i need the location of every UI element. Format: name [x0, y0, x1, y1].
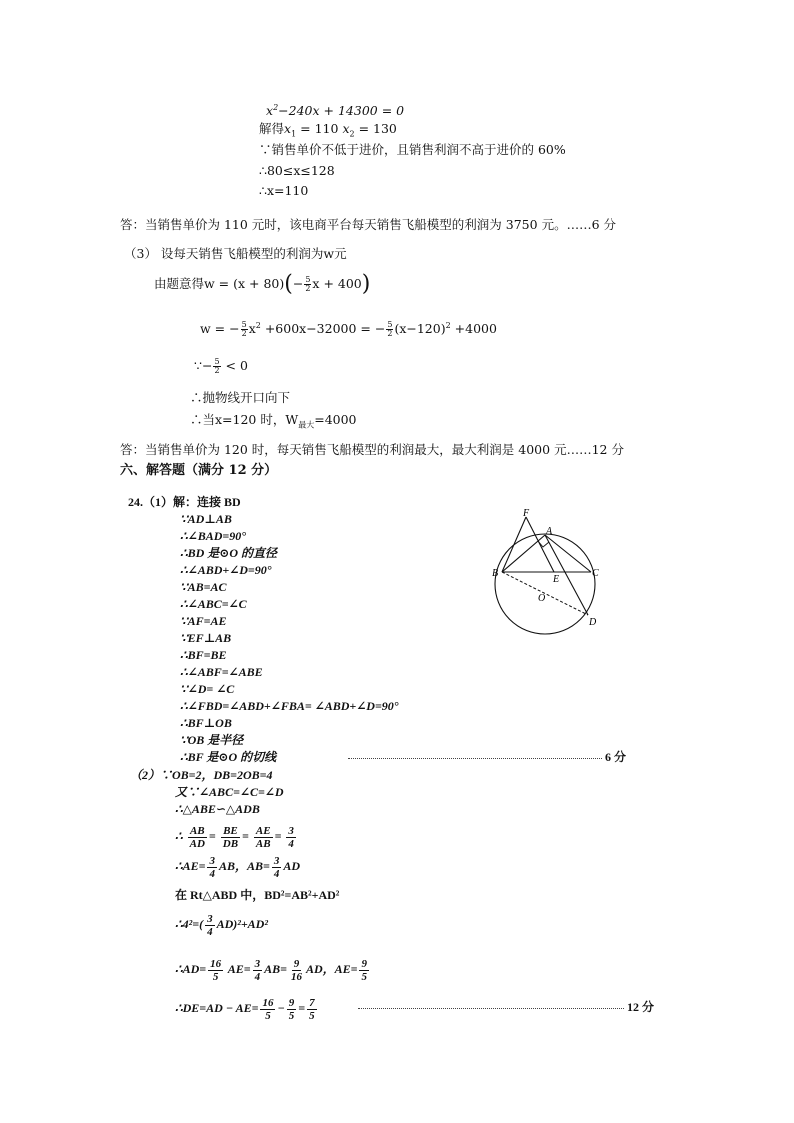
- q24-line-8: ∵AF=AE: [180, 614, 227, 628]
- part3-heading: （3） 设每天销售飞船模型的利润为w元: [124, 246, 347, 261]
- solution-line: 解得$x_1 = 110$ $x_2 = 130$: [259, 121, 397, 139]
- q24-line-4: ∴BD 是⊙O 的直径: [180, 546, 278, 560]
- answer-line-2: 答：当销售单价为 120 时，每天销售飞船模型的利润最大，最大利润是 4000 元……12 分: [120, 442, 624, 457]
- q24-line-9: ∵EF⊥AB: [180, 631, 232, 645]
- because-line: ∵销售单价不低于进价，且销售利润不高于进价的 60%: [259, 142, 566, 157]
- parabola-line: ∴抛物线开口向下: [190, 390, 291, 405]
- answer-line-1: 答：当销售单价为 110 元时，该电商平台每天销售飞船模型的利润为 3750 元。……6 分: [120, 217, 616, 232]
- q24-line-10: ∴BF=BE: [180, 648, 227, 662]
- equation-line: $x^2-240x + 14300 = 0$: [266, 103, 405, 119]
- w-definition: 由题意得w = (x + 80)(− $\frac{5}{2}$ x + 400): [154, 271, 371, 297]
- label-b: B: [492, 568, 499, 579]
- q24-line-13: ∴∠FBD=∠ABD+∠FBA= ∠ABD+∠D=90°: [180, 699, 399, 713]
- negative-coefficient: ∵− $\frac{5}{2}$ < 0: [194, 357, 248, 375]
- section-six-title: 六、解答题（满分 12 分）: [120, 463, 278, 478]
- q24-p2-ratio-line: ∴ $\frac{AB}{AD}$ = $\frac{BE}{DB}$ = $\frac{AE}{AB}$ = $\frac{3}{4}$: [175, 824, 294, 850]
- q24-p2-substitution: ∴4²=( $\frac{3}{4}$ AD)²+AD²: [175, 912, 268, 938]
- range-line: ∴80≤x≤128: [259, 163, 335, 178]
- q24-line-15: ∵OB 是半径: [180, 733, 244, 747]
- q24-line-16: ∴BF 是⊙O 的切线: [180, 750, 277, 764]
- q24-line-14: ∴BF⊥OB: [180, 716, 232, 730]
- label-c: C: [592, 568, 599, 579]
- q24-line-5: ∴∠ABD+∠D=90°: [180, 563, 272, 577]
- label-d: D: [589, 617, 597, 628]
- q24-p2-pythagoras: 在 Rt△ABD 中，BD²=AB²+AD²: [175, 888, 340, 902]
- q24-p2-ad-line: ∴AD= $\frac{16}{5}$ AE= $\frac{3}{4}$ AB= $\frac{9}{16}$ AD，AE= $\frac{9}{5}$: [175, 957, 367, 983]
- segment-ad: [545, 535, 588, 615]
- segment-bf: [502, 517, 526, 572]
- max-line: ∴当x=120 时，$W_{最大}=4000$: [190, 412, 357, 430]
- label-f: F: [523, 508, 530, 519]
- q24-p2-ae-line: ∴AE= $\frac{3}{4}$ AB，AB= $\frac{3}{4}$ AD: [175, 854, 301, 880]
- q24-line-2: ∵AD⊥AB: [180, 512, 232, 526]
- q24-line-3: ∴∠BAD=90°: [180, 529, 246, 543]
- q24-line-11: ∴∠ABF=∠ABE: [180, 665, 263, 679]
- label-a: A: [546, 526, 553, 537]
- q24-line-1: 24.（1）解：连接 BD: [128, 495, 241, 509]
- q24-line-12: ∵∠D= ∠C: [180, 682, 235, 696]
- q24-p2-de-line: ∴DE=AD − AE= $\frac{16}{5}$ − $\frac{9}{5}$ = $\frac{7}{5}$: [175, 996, 315, 1022]
- q24-line-7: ∴∠ABC=∠C: [180, 597, 247, 611]
- score-12-leader: 12 分: [358, 999, 654, 1015]
- q24-line-6: ∵AB=AC: [180, 580, 227, 594]
- label-o: O: [538, 593, 546, 604]
- geometry-figure: [488, 505, 608, 640]
- score-6-leader: 6 分: [348, 749, 626, 765]
- label-e: E: [553, 574, 560, 585]
- w-expansion: w = − $\frac{5}{2}$ $x^2 +600x-32000$ = − $\frac{5}{2}$ $(x-120)^2 +4000$: [200, 320, 497, 339]
- q24-p2-line-3: ∴△ABE∽△ADB: [175, 802, 260, 816]
- circle-o: [495, 534, 595, 634]
- x-result-line: ∴x=110: [259, 183, 309, 198]
- q24-p2-line-2: 又∵∠ABC=∠C=∠D: [175, 785, 284, 799]
- q24-p2-line-1: （2）∵OB=2，DB=2OB=4: [130, 768, 273, 782]
